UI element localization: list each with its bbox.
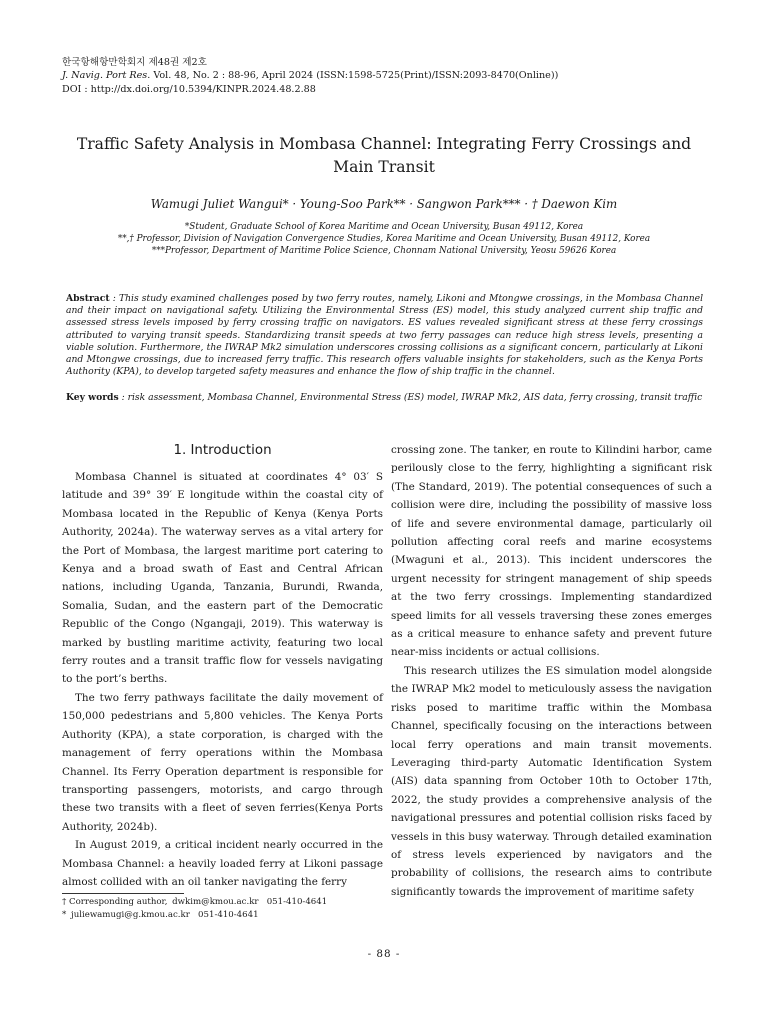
footnote-corresponding [62, 896, 462, 909]
footnote-marker: * [62, 910, 67, 920]
title-line-2: Main Transit [333, 158, 435, 176]
footnote-label: Corresponding author, [69, 897, 168, 907]
left-column [62, 441, 383, 891]
footnote-phone: 051-410-4641 [198, 910, 259, 920]
journal-citation [62, 69, 712, 82]
footnote-email[interactable]: dwkim@kmou.ac.kr [172, 897, 259, 907]
affiliation-1: *Student, Graduate School of Korea Maritime and Ocean University, Busan 49112, Korea [184, 222, 584, 232]
keywords [66, 392, 716, 404]
keywords-label: Key words [66, 392, 119, 403]
journal-header [62, 56, 712, 96]
footnote-email[interactable]: juliewamugi@g.kmou.ac.kr [71, 910, 190, 920]
paragraph-continued: crossing zone. The tanker, en route to Kilindini harbor, came perilously close to the ferry, highlighting a significant risk (The Standard, 2019). The potential consequences of such a collision were dire, including the possibility of massive loss of life and severe environmental damage, particularly oil pollution affecting coral reefs and marine ecosystems (Mwaguni et al., 2013). This incident underscores the urgent necessity for stringent management of ship speeds at the two ferry crossings. Implementing standardized speed limits for all vessels traversing these zones emerges as a critical measure to enhance safety and prevent future near-miss incidents or actual collisions. [391, 444, 712, 659]
affiliation-2: **,† Professor, Division of Navigation Convergence Studies, Korea Maritime and Ocean University, Busan 49112, Korea [117, 234, 651, 245]
keywords-text: : risk assessment, Mombasa Channel, Environmental Stress (ES) model, IWRAP Mk2, AIS data, ferry crossing, transit traffic [121, 392, 703, 403]
title-line-1: Traffic Safety Analysis in Mombasa Channel: Integrating Ferry Crossings and [76, 135, 692, 153]
korean-journal-name: 한국항해항만학회지 제48권 제2호 [62, 57, 207, 68]
affiliations [60, 221, 708, 258]
journal-details: Vol. 48, No. 2 : 88-96, April 2024 (ISSN:1598-5725(Print)/ISSN:2093-8470(Online)) [153, 70, 559, 82]
paragraph: Mombasa Channel is situated at coordinates 4° 03′ S latitude and 39° 39′ E longitude within the coastal city of Mombasa located in the Republic of Kenya (Kenya Ports Authority, 2024a). The waterway serves as a vital artery for the Port of Mombasa, the largest maritime port catering to Kenya and a broad swath of East and Central African nations, including Uganda, Tanzania, Burundi, Rwanda, Somalia, Sudan, and the eastern part of the Democratic Republic of the Congo (Ngangaji, 2019). This waterway is marked by bustling maritime activity, featuring two local ferry routes and a transit traffic flow for vessels navigating to the port’s berths. [62, 471, 383, 686]
right-column [391, 441, 712, 901]
footnotes [62, 896, 462, 922]
affiliation-3: ***Professor, Department of Maritime Police Science, Chonnam National University, Yeosu 59626 Korea [151, 246, 617, 257]
doi-link[interactable]: DOI : http://dx.doi.org/10.5394/KINPR.2024.48.2.88 [62, 83, 316, 95]
footnote-marker: † [62, 897, 67, 907]
abstract-text: : This study examined challenges posed by two ferry routes, namely, Likoni and Mtongwe crossings, in the Mombasa Channel and their impact on navigational safety. Utilizing the Environmental Stress (ES) model, this study analyzed current ship traffic and assessed stress levels imposed by ferry crossing traffic on navigators. ES values revealed significant stress at these ferry crossings attributed to varying transit speeds. Standardizing transit speeds at two ferry passages can reduce high stress levels, presenting a viable solution. Furthermore, the IWRAP Mk2 simulation underscores crossing collisions as a significant concern, particularly at Likoni and Mtongwe crossings, due to increased ferry traffic. This research offers valuable insights for stakeholders, such as the Kenya Ports Authority (KPA), to develop targeted safety measures and enhance the flow of ship traffic in the channel. [66, 293, 704, 378]
journal-abbrev: J. Navig. Port Res. [62, 70, 151, 82]
abstract [66, 293, 703, 378]
footnote-first-author [62, 909, 462, 922]
footnote-phone: 051-410-4641 [266, 897, 328, 907]
section-heading: 1. Introduction [173, 443, 272, 458]
footnote-divider [62, 893, 184, 894]
abstract-label: Abstract [66, 293, 110, 304]
paper-title [60, 133, 708, 179]
page-number: - 88 - [367, 948, 401, 960]
paragraph: The two ferry pathways facilitate the daily movement of 150,000 pedestrians and 5,800 vehicles. The Kenya Ports Authority (KPA), a state corporation, is charged with the management of ferry operations within the Mombasa Channel. Its Ferry Operation department is responsible for transporting passengers, motorists, and cargo through these two transits with a fleet of seven ferries(Kenya Ports Authority, 2024b). [62, 691, 383, 833]
paragraph: In August 2019, a critical incident nearly occurred in the Mombasa Channel: a heavily loaded ferry at Likoni passage almost collided with an oil tanker navigating the ferry [62, 839, 383, 888]
paragraph: This research utilizes the ES simulation model alongside the IWRAP Mk2 model to meticulously assess the navigation risks posed to maritime traffic within the Mombasa Channel, specifically focusing on the interactions between local ferry operations and main transit movements. Leveraging third-party Automatic Identification System (AIS) data spanning from October 10th to October 17th, 2022, the study provides a comprehensive analysis of the navigational pressures and potential collision risks faced by vessels in this busy waterway. Through detailed examination of stress levels experienced by navigators and the probability of collisions, the research aims to contribute significantly towards the improvement of maritime safety [391, 664, 712, 898]
author-list: Wamugi Juliet Wangui* · Young-Soo Park** · Sangwon Park*** · † Daewon Kim [150, 197, 618, 211]
